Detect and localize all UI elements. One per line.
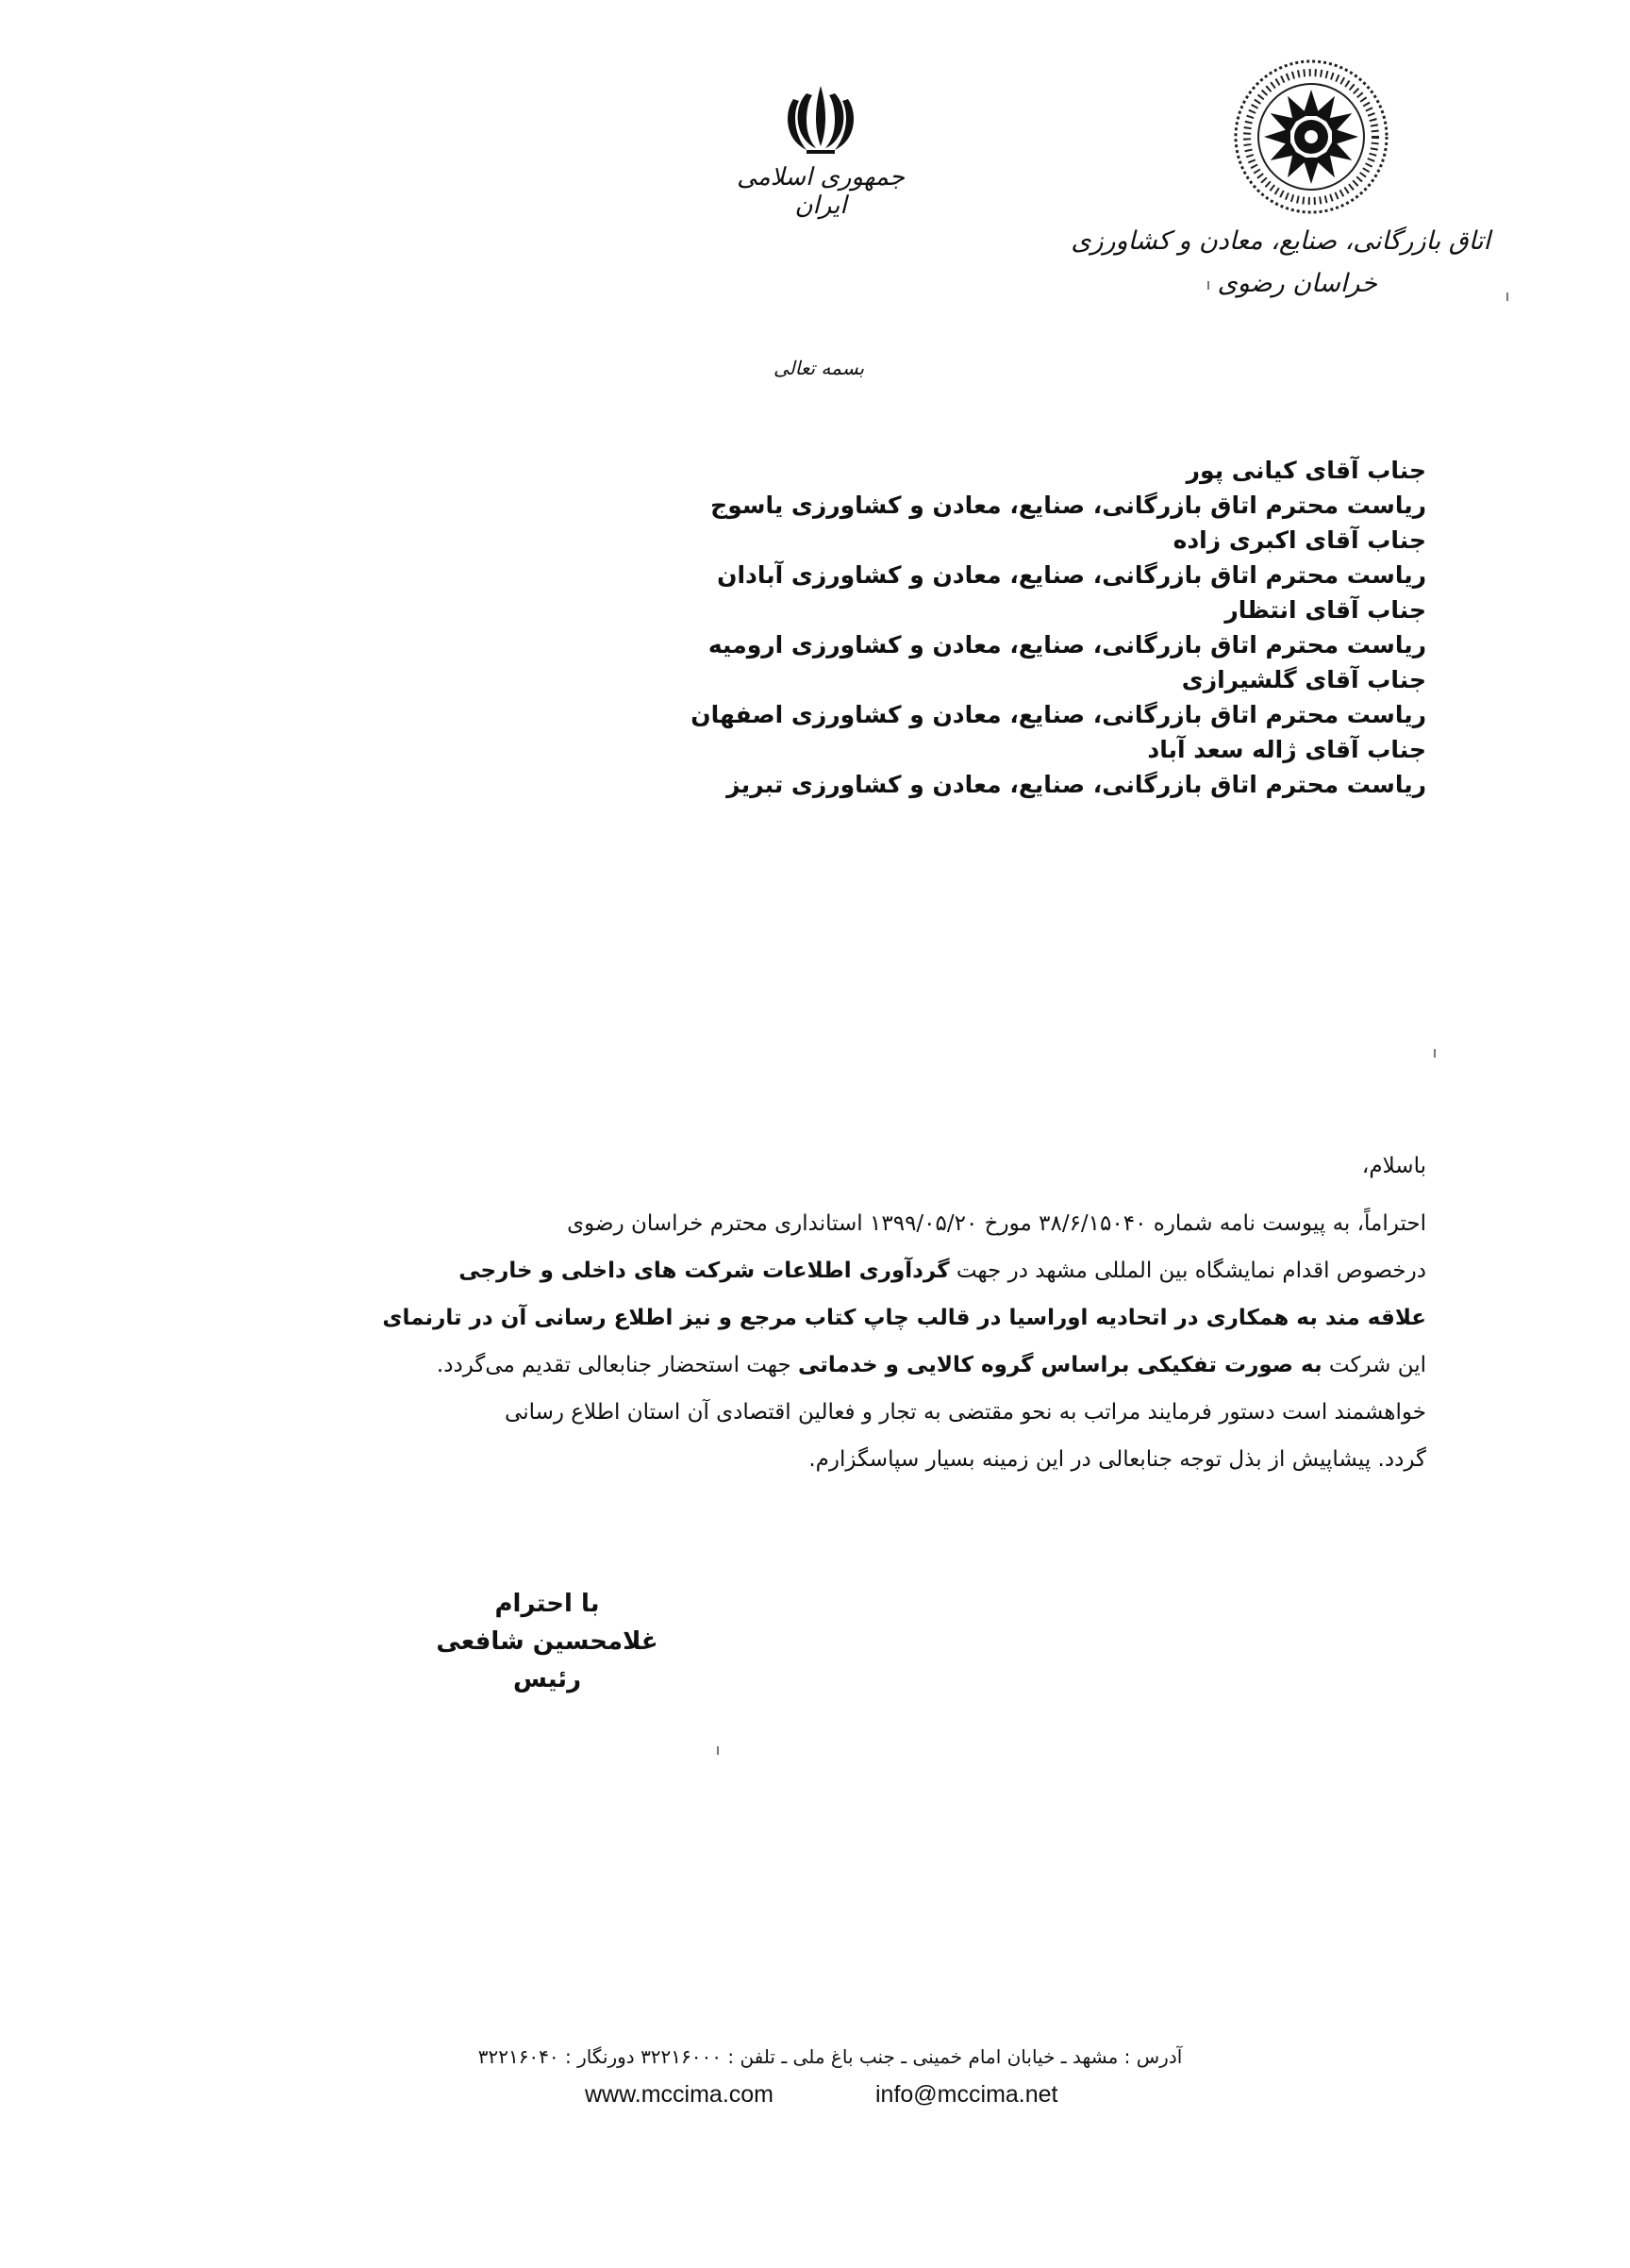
body-text: جهت استحضار جنابعالی تقدیم می‌گردد. bbox=[436, 1353, 798, 1377]
recipient-line: ریاست محترم اتاق بازرگانی، صنایع، معادن و کشاورزی یاسوج bbox=[710, 492, 1426, 519]
recipient-line: جناب آقای اکبری زاده bbox=[1173, 526, 1426, 554]
recipient-line: ریاست محترم اتاق بازرگانی، صنایع، معادن و کشاورزی تبریز bbox=[726, 771, 1426, 798]
signature-block bbox=[424, 1585, 670, 1698]
recipient-line: جناب آقای انتظار bbox=[1224, 596, 1426, 624]
chamber-seal-icon bbox=[1231, 57, 1391, 217]
iran-emblem-block bbox=[726, 80, 915, 220]
signature-closing: با احترام bbox=[494, 1590, 600, 1618]
body-emphasis: گردآوری اطلاعات شرکت های داخلی و خارجی bbox=[458, 1259, 950, 1283]
body-line-2 bbox=[266, 1247, 1426, 1294]
signatory-title: رئیس bbox=[512, 1665, 582, 1693]
body-emphasis: به صورت تفکیکی براساس گروه کالایی و خدماتی bbox=[797, 1353, 1322, 1377]
body-line-4 bbox=[266, 1342, 1426, 1389]
recipient-line: ریاست محترم اتاق بازرگانی، صنایع، معادن و کشاورزی اصفهان bbox=[690, 701, 1426, 728]
body-text: این شرکت bbox=[1322, 1353, 1426, 1377]
emblem-caption: جمهوری اسلامی ایران bbox=[737, 163, 905, 220]
recipient-line: ریاست محترم اتاق بازرگانی، صنایع، معادن و کشاورزی ارومیه bbox=[707, 631, 1426, 659]
body-emphasis: علاقه مند به همکاری در اتحادیه اوراسیا در قالب چاپ کتاب مرجع و نیز اطلاع رسانی آن در تارنمای bbox=[382, 1306, 1426, 1330]
footer-address: آدرس : مشهد ـ خیابان امام خمینی ـ جنب باغ ملی ـ تلفن : ۳۲۲۱۶۰۰۰ دورنگار : ۳۲۲۱۶۰۴۰ bbox=[477, 2045, 1183, 2068]
chamber-name: اتاق بازرگانی، صنایع، معادن و کشاورزی bbox=[1071, 226, 1490, 256]
body-line-6: گردد. پیشاپیش از بذل توجه جنابعالی در این زمینه بسیار سپاسگزارم. bbox=[808, 1447, 1426, 1472]
recipient-line: جناب آقای ژاله سعد آباد bbox=[1147, 736, 1426, 763]
footer-email: info@mccima.net bbox=[875, 2081, 1058, 2108]
scan-speck bbox=[1434, 1049, 1436, 1058]
iran-emblem-icon bbox=[778, 80, 863, 156]
body-line-1: احتراماً، به پیوست نامه شماره ۳۸/۶/۱۵۰۴۰ مورخ ۱۳۹۹/۰۵/۲۰ استانداری محترم خراسان رضوی bbox=[567, 1211, 1426, 1236]
body-text: درخصوص اقدام نمایشگاه بین المللی مشهد در جهت bbox=[949, 1259, 1426, 1283]
chamber-region: خراسان رضوی bbox=[1217, 269, 1377, 298]
scan-speck bbox=[717, 1746, 719, 1755]
scan-speck bbox=[1207, 281, 1209, 290]
body-line-3 bbox=[266, 1294, 1426, 1342]
basmala: بسمه تعالی bbox=[773, 357, 865, 379]
scan-speck bbox=[1506, 292, 1508, 301]
recipients-list bbox=[577, 453, 1426, 802]
letter-body bbox=[266, 1200, 1426, 1483]
footer-website: www.mccima.com bbox=[585, 2081, 774, 2108]
body-line-5: خواهشمند است دستور فرمایند مراتب به نحو مقتضی به تجار و فعالین اقتصادی آن استان اطلاع رسانی bbox=[505, 1400, 1426, 1425]
signatory-name: غلامحسین شافعی bbox=[436, 1627, 658, 1656]
recipient-line: ریاست محترم اتاق بازرگانی، صنایع، معادن و کشاورزی آبادان bbox=[717, 561, 1426, 589]
salutation: باسلام، bbox=[1361, 1154, 1426, 1178]
recipient-line: جناب آقای گلشیرازی bbox=[1181, 666, 1426, 693]
recipient-line: جناب آقای کیانی پور bbox=[1186, 457, 1426, 484]
